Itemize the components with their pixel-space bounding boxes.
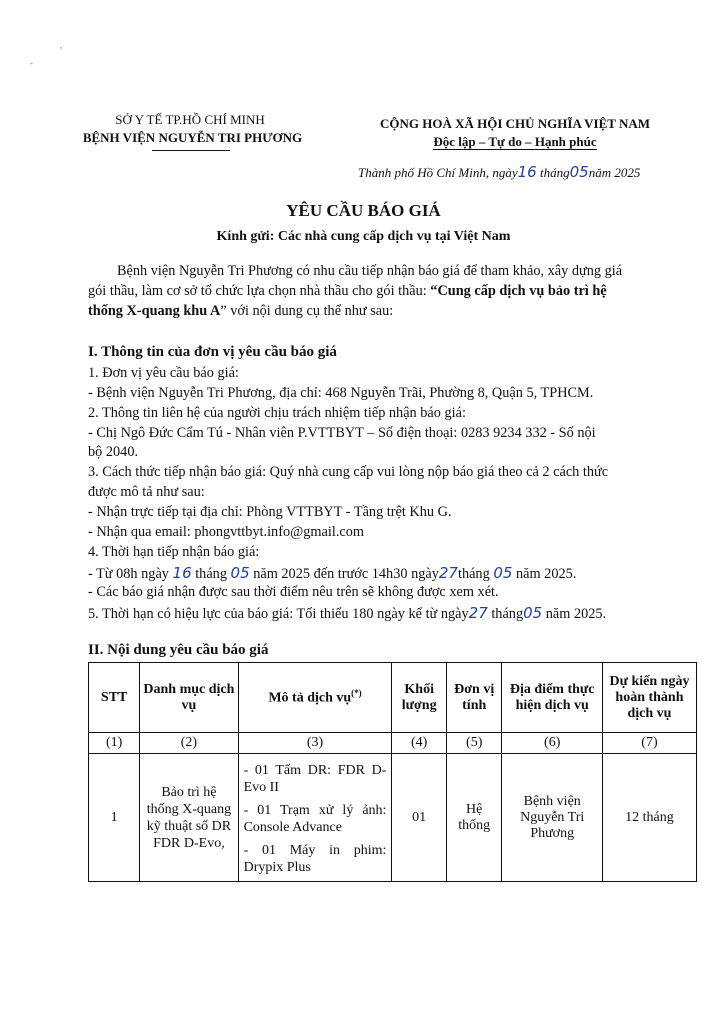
hospital-name bbox=[70, 130, 315, 146]
cell-description bbox=[238, 754, 392, 882]
table-header-row bbox=[89, 663, 697, 733]
s1-line-5: bộ 2040. bbox=[88, 444, 139, 460]
s1-line-7: được mô tả như sau: bbox=[88, 484, 205, 500]
col-header-unit: Đơn vị tính bbox=[446, 663, 502, 733]
desc-item: - 01 Máy in phim: Drypix Plus bbox=[243, 842, 387, 875]
col-header-location: Địa điểm thực hiện dịch vụ bbox=[502, 663, 602, 733]
s1-line-13 bbox=[88, 604, 606, 623]
s1-l11-d: tháng bbox=[457, 566, 490, 582]
s1-l11-e: năm 2025. bbox=[515, 566, 577, 582]
s1-l13-b: tháng bbox=[491, 606, 524, 622]
s1-line-1: 1. Đơn vị yêu cầu báo giá: bbox=[88, 365, 239, 381]
scan-mark: - bbox=[30, 58, 33, 68]
s1-l11-month2-handwritten: 05 bbox=[493, 564, 513, 582]
intro-line-3 bbox=[88, 303, 393, 320]
date-mid: tháng bbox=[539, 165, 570, 180]
s1-line-10: 4. Thời hạn tiếp nhận báo giá: bbox=[88, 544, 260, 560]
intro-line-2-plain: gói thầu, làm cơ sở tổ chức lựa chọn nhà thầu cho gói thầu: bbox=[88, 283, 431, 299]
s1-l13-c: năm 2025. bbox=[545, 606, 607, 622]
cell-stt: 1 bbox=[89, 754, 140, 882]
s1-l11-c: năm 2025 đến trước 14h30 ngày bbox=[253, 566, 439, 582]
cell-duration: 12 tháng bbox=[602, 754, 696, 882]
motto-text: Độc lập – Tự do – Hạnh phúc bbox=[433, 134, 597, 149]
desc-item: - 01 Tấm DR: FDR D-Evo II bbox=[243, 762, 387, 795]
col-header-stt: STT bbox=[89, 663, 140, 733]
s1-l11-b: tháng bbox=[195, 566, 227, 582]
col-header-quantity: Khối lượng bbox=[392, 663, 446, 733]
col-header-duration: Dự kiến ngày hoàn thành dịch vụ bbox=[602, 663, 696, 733]
date-day-handwritten: 16 bbox=[517, 163, 537, 181]
country-name: CỘNG HOÀ XÃ HỘI CHỦ NGHĨA VIỆT NAM bbox=[379, 116, 651, 131]
col-header-service: Danh mục dịch vụ bbox=[140, 663, 238, 733]
hospital-name-text: BỆNH VIỆN NGUYỄN TRI PHƯƠNG bbox=[82, 130, 303, 145]
s1-l11-a: - Từ 08h ngày bbox=[88, 566, 169, 582]
s1-line-6: 3. Cách thức tiếp nhận báo giá: Quý nhà cung cấp vui lòng nộp báo giá theo cả 2 cách thức bbox=[88, 464, 609, 480]
s1-l13-a: 5. Thời hạn có hiệu lực của báo giá: Tối thiểu 180 ngày kể từ ngày bbox=[88, 606, 469, 622]
s1-l11-day2-handwritten: 27 bbox=[438, 564, 458, 582]
s1-line-12: - Các báo giá nhận được sau thời điểm nêu trên sẽ không được xem xét. bbox=[88, 584, 499, 600]
s1-l11-day-handwritten: 16 bbox=[172, 564, 192, 582]
col-header-description-text: Mô tả dịch vụ bbox=[268, 690, 352, 706]
col-number: (5) bbox=[446, 733, 502, 754]
s1-line-8: - Nhận trực tiếp tại địa chỉ: Phòng VTTBYT - Tầng trệt Khu G. bbox=[88, 504, 452, 520]
section-1-heading: I. Thông tin của đơn vị yêu cầu báo giá bbox=[88, 344, 337, 360]
s1-l11-month-handwritten: 05 bbox=[230, 564, 250, 582]
col-number: (4) bbox=[392, 733, 446, 754]
greeting: Kính gửi: Các nhà cung cấp dịch vụ tại Việt Nam bbox=[216, 229, 511, 244]
date-prefix: Thành phố Hồ Chí Minh, ngày bbox=[358, 165, 518, 180]
section-2-heading: II. Nội dung yêu cầu báo giá bbox=[88, 642, 269, 658]
table-number-row bbox=[89, 733, 697, 754]
quote-table bbox=[88, 662, 697, 882]
intro-line-3-plain: ” với nội dung cụ thể như sau: bbox=[220, 303, 394, 319]
col-number: (1) bbox=[89, 733, 140, 754]
desc-item: - 01 Trạm xử lý ảnh: Console Advance bbox=[243, 802, 387, 835]
cell-quantity: 01 bbox=[392, 754, 446, 882]
intro-line-2 bbox=[88, 283, 607, 300]
col-number: (7) bbox=[602, 733, 696, 754]
col-header-description-sup: (*) bbox=[351, 688, 362, 699]
cell-unit: Hệ thống bbox=[446, 754, 502, 882]
col-number: (6) bbox=[502, 733, 602, 754]
document-title: YÊU CẦU BÁO GIÁ bbox=[286, 201, 441, 220]
date-line bbox=[358, 163, 640, 181]
s1-line-2: - Bệnh viện Nguyễn Tri Phương, địa chỉ: 468 Nguyễn Trãi, Phường 8, Quận 5, TPHCM. bbox=[88, 385, 594, 401]
s1-line-9: - Nhận qua email: phongvttbyt.info@gmail.com bbox=[88, 524, 365, 540]
date-suffix: năm 2025 bbox=[588, 165, 641, 180]
table-row bbox=[89, 754, 697, 882]
intro-package-name: “Cung cấp dịch vụ bảo trì hệ bbox=[430, 283, 607, 299]
agency-name: SỞ Y TẾ TP.HỒ CHÍ MINH bbox=[115, 112, 265, 127]
col-number: (3) bbox=[238, 733, 392, 754]
s1-line-3: 2. Thông tin liên hệ của người chịu trách nhiệm tiếp nhận báo giá: bbox=[88, 405, 466, 421]
col-number: (2) bbox=[140, 733, 238, 754]
s1-line-4: - Chị Ngô Đức Cẩm Tú - Nhân viên P.VTTBYT – Số điện thoại: 0283 9234 332 - Số nội bbox=[88, 425, 596, 441]
date-month-handwritten: 05 bbox=[569, 163, 589, 181]
intro-package-name-cont: thống X-quang khu A bbox=[88, 303, 221, 319]
s1-line-11 bbox=[88, 564, 576, 583]
cell-service: Bảo trì hệ thống X-quang kỹ thuật số DR FDR D-Evo, bbox=[140, 754, 238, 882]
scan-mark: , bbox=[60, 40, 63, 50]
header-left-underline bbox=[152, 150, 230, 151]
motto bbox=[358, 134, 672, 150]
cell-location: Bệnh viện Nguyễn Tri Phương bbox=[502, 754, 602, 882]
col-header-description bbox=[238, 663, 392, 733]
s1-l13-day-handwritten: 27 bbox=[468, 604, 488, 622]
s1-l13-month-handwritten: 05 bbox=[523, 604, 543, 622]
intro-line-1: Bệnh viện Nguyễn Tri Phương có nhu cầu tiếp nhận báo giá để tham khảo, xây dựng giá bbox=[117, 263, 623, 279]
